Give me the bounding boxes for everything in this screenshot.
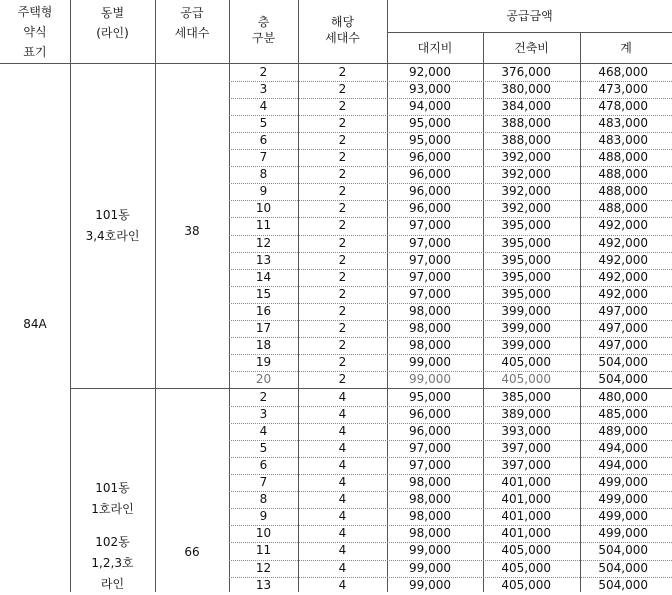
- header-supply-units: 공급 세대수: [174, 6, 210, 40]
- header-land-cost: 대지비: [417, 40, 453, 55]
- cell-building: 401,000: [501, 492, 551, 507]
- cell-building: 405,000: [501, 371, 551, 386]
- cell-total: 504,000: [598, 354, 648, 369]
- cell-floor: 16: [255, 303, 272, 318]
- cell-units: 2: [338, 235, 347, 250]
- cell-land: 98,000: [409, 492, 451, 507]
- cell-floor: 4: [259, 424, 268, 439]
- cell-units: 4: [338, 441, 347, 456]
- cell-land: 98,000: [409, 475, 451, 490]
- cell-total: 504,000: [598, 560, 648, 575]
- cell-total: 483,000: [598, 116, 648, 131]
- cell-building: 397,000: [501, 441, 551, 456]
- header-price-group: 공급금액: [506, 9, 553, 23]
- cell-land: 97,000: [409, 252, 451, 267]
- cell-total: 492,000: [598, 269, 648, 284]
- cell-building: 395,000: [501, 286, 551, 301]
- cell-land: 97,000: [409, 458, 451, 473]
- cell-total: 468,000: [598, 65, 648, 79]
- cell-units: 2: [338, 286, 347, 301]
- cell-units: 4: [338, 475, 347, 490]
- cell-total: 488,000: [598, 167, 648, 182]
- cell-building: 389,000: [501, 407, 551, 422]
- cell-land: 95,000: [409, 116, 451, 131]
- cell-units: 2: [338, 116, 347, 131]
- cell-floor: 20: [255, 371, 272, 386]
- cell-land: 96,000: [409, 167, 451, 182]
- group1-dong: 101동 3,4호라인: [85, 208, 140, 243]
- cell-total: 485,000: [598, 407, 648, 422]
- cell-land: 97,000: [409, 235, 451, 250]
- cell-land: 97,000: [409, 218, 451, 233]
- cell-floor: 12: [255, 560, 272, 575]
- cell-units: 4: [338, 543, 347, 558]
- cell-total: 499,000: [598, 509, 648, 524]
- cell-land: 97,000: [409, 269, 451, 284]
- cell-units: 2: [338, 371, 347, 386]
- cell-total: 504,000: [598, 371, 648, 386]
- cell-building: 376,000: [501, 65, 551, 79]
- cell-floor: 3: [259, 407, 268, 422]
- cell-floor: 10: [255, 201, 272, 216]
- header-units: 해당 세대수: [325, 15, 360, 45]
- cell-units: 2: [338, 218, 347, 233]
- cell-building: 399,000: [501, 337, 551, 352]
- cell-land: 96,000: [409, 184, 451, 199]
- cell-land: 95,000: [409, 390, 451, 404]
- cell-floor: 17: [255, 320, 272, 335]
- cell-building: 392,000: [501, 167, 551, 182]
- cell-total: 492,000: [598, 235, 648, 250]
- cell-units: 4: [338, 424, 347, 439]
- cell-total: 497,000: [598, 337, 648, 352]
- cell-building: 405,000: [501, 560, 551, 575]
- cell-floor: 6: [259, 458, 268, 473]
- cell-total: 478,000: [598, 99, 648, 114]
- cell-building: 395,000: [501, 269, 551, 284]
- cell-units: 4: [338, 526, 347, 541]
- cell-land: 96,000: [409, 424, 451, 439]
- cell-total: 480,000: [598, 390, 648, 404]
- cell-floor: 4: [259, 99, 268, 114]
- group1-supply-units: 38: [184, 223, 200, 238]
- cell-building: 395,000: [501, 218, 551, 233]
- cell-building: 401,000: [501, 526, 551, 541]
- cell-floor: 11: [255, 218, 272, 233]
- cell-land: 98,000: [409, 509, 451, 524]
- cell-floor: 9: [259, 509, 268, 524]
- cell-total: 494,000: [598, 441, 648, 456]
- cell-total: 492,000: [598, 218, 648, 233]
- cell-units: 2: [338, 303, 347, 318]
- cell-units: 4: [338, 492, 347, 507]
- cell-total: 499,000: [598, 475, 648, 490]
- cell-floor: 13: [255, 577, 272, 592]
- cell-floor: 3: [259, 82, 268, 97]
- cell-building: 405,000: [501, 354, 551, 369]
- cell-floor: 7: [259, 475, 268, 490]
- cell-floor: 15: [255, 286, 272, 301]
- cell-building: 395,000: [501, 235, 551, 250]
- cell-total: 488,000: [598, 201, 648, 216]
- group2-dong: 101동 1호라인 102동 1,2,3호 라인: [91, 481, 134, 591]
- cell-floor: 5: [259, 116, 268, 131]
- cell-total: 494,000: [598, 458, 648, 473]
- header-building-cost: 건축비: [514, 40, 549, 55]
- cell-floor: 8: [259, 492, 268, 507]
- cell-units: 2: [338, 150, 347, 165]
- cell-land: 96,000: [409, 201, 451, 216]
- cell-total: 488,000: [598, 184, 648, 199]
- cell-total: 492,000: [598, 286, 648, 301]
- cell-land: 96,000: [409, 407, 451, 422]
- cell-total: 504,000: [598, 543, 648, 558]
- cell-units: 4: [338, 509, 347, 524]
- group2-supply-units: 66: [184, 545, 200, 559]
- header-house-type: 주택형 약식 표기: [17, 4, 53, 59]
- cell-floor: 5: [259, 441, 268, 456]
- cell-building: 388,000: [501, 116, 551, 131]
- cell-floor: 14: [255, 269, 272, 284]
- cell-total: 489,000: [598, 424, 648, 439]
- cell-floor: 9: [259, 184, 268, 199]
- cell-total: 492,000: [598, 252, 648, 267]
- cell-floor: 12: [255, 235, 272, 250]
- cell-building: 397,000: [501, 458, 551, 473]
- cell-land: 94,000: [409, 99, 451, 114]
- cell-units: 2: [338, 167, 347, 182]
- header-total: 계: [620, 40, 632, 55]
- cell-units: 4: [338, 458, 347, 473]
- header-dong: 동별 (라인): [96, 6, 129, 40]
- cell-total: 499,000: [598, 492, 648, 507]
- cell-total: 488,000: [598, 150, 648, 165]
- cell-units: 4: [338, 560, 347, 575]
- cell-floor: 11: [255, 543, 272, 558]
- cell-units: 2: [338, 65, 347, 79]
- cell-building: 401,000: [501, 509, 551, 524]
- cell-floor: 8: [259, 167, 268, 182]
- cell-building: 392,000: [501, 184, 551, 199]
- cell-building: 395,000: [501, 252, 551, 267]
- cell-units: 2: [338, 354, 347, 369]
- cell-land: 92,000: [409, 65, 451, 79]
- cell-units: 2: [338, 320, 347, 335]
- cell-units: 2: [338, 184, 347, 199]
- cell-floor: 2: [259, 390, 268, 404]
- cell-building: 388,000: [501, 133, 551, 148]
- cell-land: 99,000: [409, 354, 451, 369]
- cell-building: 405,000: [501, 577, 551, 592]
- cell-units: 4: [338, 577, 347, 592]
- cell-floor: 13: [255, 252, 272, 267]
- cell-land: 98,000: [409, 303, 451, 318]
- cell-land: 99,000: [409, 560, 451, 575]
- cell-land: 99,000: [409, 371, 451, 386]
- cell-units: 2: [338, 201, 347, 216]
- cell-floor: 2: [259, 65, 268, 79]
- cell-units: 2: [338, 337, 347, 352]
- cell-building: 401,000: [501, 475, 551, 490]
- cell-floor: 19: [255, 354, 272, 369]
- cell-building: 392,000: [501, 150, 551, 165]
- cell-land: 97,000: [409, 441, 451, 456]
- cell-building: 393,000: [501, 424, 551, 439]
- cell-floor: 18: [255, 337, 272, 352]
- cell-land: 99,000: [409, 543, 451, 558]
- cell-units: 4: [338, 407, 347, 422]
- cell-units: 2: [338, 133, 347, 148]
- cell-land: 99,000: [409, 577, 451, 592]
- cell-total: 504,000: [598, 577, 648, 592]
- cell-building: 399,000: [501, 303, 551, 318]
- cell-land: 98,000: [409, 320, 451, 335]
- cell-floor: 10: [255, 526, 272, 541]
- house-type-value: 84A: [23, 317, 47, 331]
- cell-total: 483,000: [598, 133, 648, 148]
- cell-units: 2: [338, 269, 347, 284]
- cell-building: 405,000: [501, 543, 551, 558]
- cell-land: 93,000: [409, 82, 451, 97]
- cell-units: 4: [338, 390, 347, 404]
- cell-units: 2: [338, 99, 347, 114]
- cell-floor: 7: [259, 150, 268, 165]
- cell-land: 96,000: [409, 150, 451, 165]
- cell-units: 2: [338, 252, 347, 267]
- cell-units: 2: [338, 82, 347, 97]
- cell-building: 392,000: [501, 201, 551, 216]
- cell-total: 499,000: [598, 526, 648, 541]
- cell-total: 473,000: [598, 82, 648, 97]
- cell-land: 98,000: [409, 526, 451, 541]
- cell-building: 399,000: [501, 320, 551, 335]
- cell-land: 97,000: [409, 286, 451, 301]
- cell-total: 497,000: [598, 320, 648, 335]
- cell-building: 380,000: [501, 82, 551, 97]
- cell-floor: 6: [259, 133, 268, 148]
- cell-total: 497,000: [598, 303, 648, 318]
- cell-land: 95,000: [409, 133, 451, 148]
- cell-building: 385,000: [501, 390, 551, 404]
- cell-building: 384,000: [501, 99, 551, 114]
- cell-land: 98,000: [409, 337, 451, 352]
- header-floor-group: 층 구분: [251, 15, 276, 45]
